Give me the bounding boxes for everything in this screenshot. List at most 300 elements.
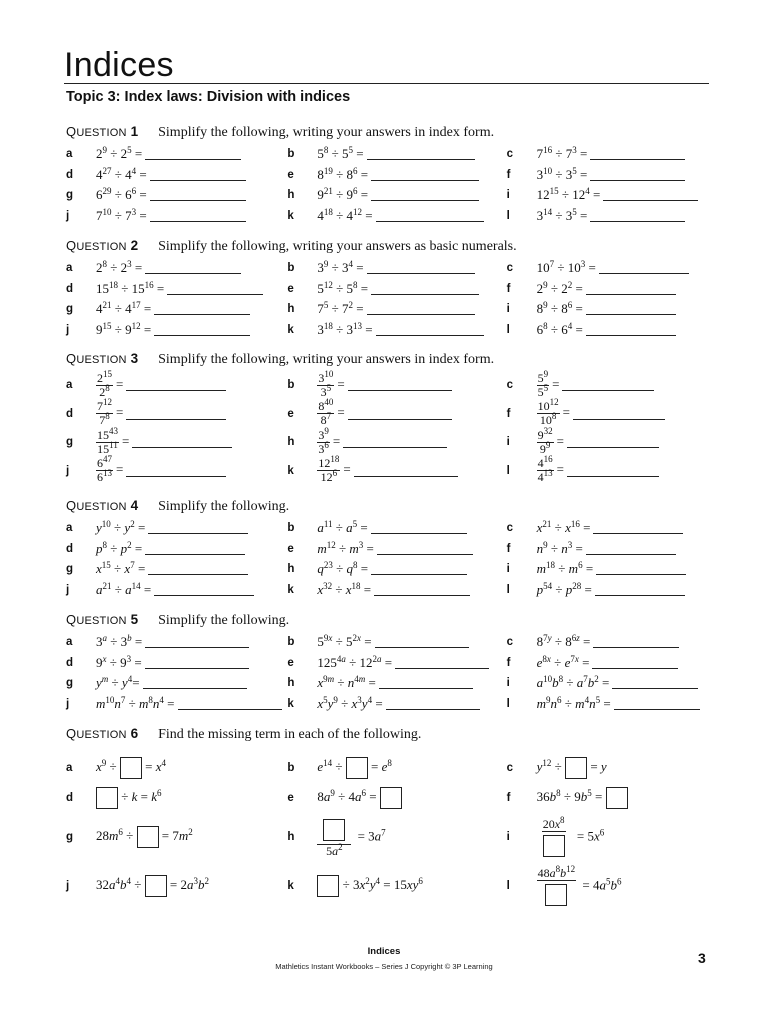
denominator: $7^8$	[99, 411, 110, 428]
denominator: $4^{13}$	[537, 468, 553, 485]
exercise-label: c	[506, 522, 514, 535]
answer-line[interactable]	[154, 303, 250, 315]
answer-box[interactable]	[606, 787, 628, 809]
expression: $m^9n^6 \div m^4n^5$ =	[536, 694, 611, 711]
expression: $p^{54} \div p^{28}$ =	[536, 580, 592, 597]
answer-line[interactable]	[614, 698, 700, 710]
expression: $8^{7y} \div 8^{6z}$ =	[536, 633, 591, 650]
question-header	[66, 351, 716, 371]
exercise-6c	[507, 757, 716, 779]
exercise-4d	[66, 541, 287, 557]
question-row	[66, 206, 716, 227]
exercise-3a	[66, 368, 287, 399]
exercise-label: e	[287, 792, 294, 804]
question-instruction: Simplify the following, writing your answers in index form.	[158, 125, 495, 140]
expression: $12^{15} \div 12^4$ =	[536, 186, 601, 203]
question-row	[66, 185, 716, 206]
answer-line[interactable]	[145, 636, 249, 648]
answer-line[interactable]	[371, 563, 467, 575]
exercise-3d	[66, 397, 287, 428]
page-number: 3	[698, 950, 706, 966]
answer-line[interactable]	[145, 657, 249, 669]
answer-line[interactable]	[567, 465, 659, 477]
exercise-4h	[287, 561, 506, 577]
answer-box[interactable]	[137, 826, 159, 848]
exercise-label: b	[287, 636, 295, 649]
answer-line[interactable]	[143, 677, 247, 689]
exercise-6j	[66, 875, 287, 897]
exercise-3c	[506, 368, 716, 399]
answer-line[interactable]	[367, 148, 475, 160]
exercise-label: a	[66, 522, 73, 535]
answer-line[interactable]	[590, 148, 685, 160]
answer-line[interactable]	[367, 262, 475, 274]
exercise-1i	[507, 187, 716, 203]
denominator: $3^6$	[318, 439, 329, 456]
expression: $3^{14} \div 3^5$ =	[536, 206, 588, 223]
expression: $q^{23} \div q^8$ =	[317, 560, 369, 577]
title-rule	[64, 83, 709, 84]
answer-line[interactable]	[371, 189, 479, 201]
exercise-label: i	[506, 831, 510, 843]
question-row	[66, 368, 716, 400]
question-row	[66, 784, 716, 812]
fraction	[96, 397, 113, 428]
exercise-6g	[66, 826, 287, 848]
answer-line[interactable]	[379, 677, 473, 689]
numerator: $12^{18}$	[318, 454, 340, 471]
exercise-label: l	[506, 697, 510, 710]
exercise-label: a	[66, 379, 73, 392]
exercise-5d	[66, 655, 287, 671]
expression: $5^8 \div 5^5$ =	[317, 145, 364, 162]
answer-line[interactable]	[586, 543, 676, 555]
expression: $32a^4b^4$ ÷ = $2a^3b^2$	[96, 875, 209, 897]
fraction	[96, 425, 119, 456]
answer-line[interactable]	[148, 563, 248, 575]
exercise-label: d	[66, 407, 74, 420]
fraction	[317, 425, 330, 456]
exercise-label: j	[66, 323, 70, 336]
fraction	[537, 863, 577, 906]
exercise-label: k	[287, 464, 294, 477]
exercise-label: k	[287, 697, 294, 710]
expression: $e^{14}$ ÷ = $e^8$	[317, 757, 392, 779]
exercise-label: h	[287, 563, 295, 576]
fraction	[537, 397, 560, 428]
exercise-4c	[507, 520, 716, 536]
exercise-4k	[287, 582, 506, 598]
exercise-2l	[507, 322, 716, 338]
exercise-label: j	[66, 464, 70, 477]
expression: $10^7 \div 10^3$ =	[536, 259, 596, 276]
answer-line[interactable]	[371, 169, 479, 181]
fraction	[537, 425, 554, 456]
question-row	[66, 165, 716, 186]
exercise-label: g	[66, 189, 74, 202]
exercise-2h	[287, 301, 506, 317]
expression: $3^9 \div 3^4$ =	[317, 259, 364, 276]
exercise-2k	[287, 322, 506, 338]
answer-line[interactable]	[371, 522, 467, 534]
answer-line[interactable]	[377, 543, 473, 555]
question-number: 4	[130, 498, 139, 513]
exercise-6h	[287, 817, 506, 858]
answer-box[interactable]	[346, 757, 368, 779]
answer-box[interactable]	[145, 875, 167, 897]
exercise-label: h	[287, 831, 295, 843]
answer-line[interactable]	[126, 379, 226, 391]
fraction	[317, 368, 334, 399]
exercise-label: f	[506, 282, 511, 295]
exercise-3b	[287, 368, 506, 399]
question-row	[66, 144, 716, 165]
exercise-3f	[506, 397, 716, 428]
question-word: QUESTION	[66, 498, 127, 513]
answer-box[interactable]	[565, 757, 587, 779]
answer-line[interactable]	[150, 189, 246, 201]
exercise-2b	[287, 260, 506, 276]
answer-line[interactable]	[148, 522, 248, 534]
exercise-1c	[507, 146, 716, 162]
expression: $x^9$ ÷ = $x^4$	[96, 757, 166, 779]
denominator: $5a^2$	[326, 841, 343, 858]
exercise-1a	[66, 146, 287, 162]
exercise-label: a	[66, 762, 73, 774]
answer-line[interactable]	[348, 379, 452, 391]
denominator: $9^9$	[539, 439, 551, 456]
exercise-4g	[66, 561, 287, 577]
numerator: $10^{12}$	[537, 397, 559, 414]
fraction	[537, 454, 554, 485]
expression: $x^{32} \div x^{18}$ =	[317, 580, 372, 597]
fraction	[537, 368, 550, 399]
question-row	[66, 397, 716, 429]
answer-line[interactable]	[154, 584, 254, 596]
answer-box[interactable]	[380, 787, 402, 809]
exercise-3e	[287, 397, 506, 428]
question-row	[66, 539, 716, 560]
expression: $8^{19} \div 8^6$ =	[317, 165, 369, 182]
question-word: QUESTION	[66, 726, 127, 741]
exercise-label: a	[66, 148, 73, 161]
exercise-2e	[287, 281, 506, 297]
answer-line[interactable]	[395, 657, 489, 669]
expression: $n^9 \div n^3$ =	[536, 539, 583, 556]
answer-box[interactable]	[96, 787, 118, 809]
exercise-label: l	[506, 209, 510, 222]
denominator: $10^8$	[539, 411, 557, 428]
exercise-label: d	[66, 168, 74, 181]
exercise-2j	[66, 322, 287, 338]
exercise-label: h	[287, 677, 295, 690]
answer-line[interactable]	[376, 210, 484, 222]
question-row	[66, 425, 716, 457]
question-row	[66, 752, 716, 784]
question-instruction: Simplify the following.	[158, 613, 290, 628]
answer-box[interactable]	[317, 875, 339, 897]
exercise-2d	[66, 281, 287, 297]
exercise-label: d	[66, 542, 74, 555]
answer-line[interactable]	[126, 408, 226, 420]
answer-line[interactable]	[145, 148, 241, 160]
expression: $x^5y^9 \div x^3y^4$ =	[317, 694, 383, 711]
answer-box[interactable]	[120, 757, 142, 779]
answer-line[interactable]	[595, 584, 685, 596]
expression: $9^{21} \div 9^6$ =	[317, 186, 369, 203]
expression: $48a^8b^{12}$ = $4a^5b^6$	[537, 867, 622, 906]
exercise-label: g	[66, 677, 74, 690]
answer-line[interactable]	[154, 324, 250, 336]
expression: $4^{27} \div 4^4$ =	[96, 165, 147, 182]
exercise-label: b	[287, 262, 295, 275]
exercise-1g	[66, 187, 287, 203]
expression: $m^{18} \div m^6$ =	[536, 560, 594, 577]
question-header	[66, 124, 716, 144]
expression: $3^{18} \div 3^{13}$ =	[317, 320, 373, 337]
expression: $9^x \div 9^3$ =	[96, 653, 142, 670]
exercise-label: e	[287, 407, 294, 420]
numerator: $6^{47}$	[97, 454, 112, 471]
answer-line[interactable]	[150, 169, 246, 181]
answer-box[interactable]	[545, 884, 567, 906]
exercise-3g	[66, 425, 287, 456]
question-row	[66, 320, 716, 341]
exercise-label: i	[506, 189, 510, 202]
expression: $20x^8$ = $5x^6$	[537, 818, 605, 857]
exercise-6d	[66, 787, 287, 809]
exercise-label: a	[66, 262, 73, 275]
question-header	[66, 726, 716, 746]
expression: $3^a \div 3^b$ =	[96, 633, 143, 650]
numerator: $9^{32}$	[537, 425, 553, 442]
footer-title: Indices	[367, 946, 401, 957]
answer-line[interactable]	[167, 283, 263, 295]
answer-line[interactable]	[603, 189, 698, 201]
answer-line[interactable]	[596, 563, 686, 575]
exercise-label: c	[506, 379, 514, 392]
answer-line[interactable]	[612, 677, 698, 689]
expression: $\frac{12^{18}}{12^6}$ =	[318, 454, 351, 485]
answer-line[interactable]	[375, 636, 469, 648]
exercise-label: f	[506, 656, 511, 669]
answer-line[interactable]	[371, 283, 479, 295]
exercise-5k	[287, 696, 506, 712]
expression: $8^9 \div 8^6$ =	[536, 300, 583, 317]
numerator: $7^{12}$	[97, 397, 112, 414]
question-number: 6	[130, 726, 139, 741]
answer-line[interactable]	[567, 436, 659, 448]
numerator: $15^{43}$	[97, 425, 118, 442]
answer-line[interactable]	[343, 436, 447, 448]
exercise-label: g	[66, 563, 74, 576]
exercise-label: e	[287, 542, 294, 555]
answer-line[interactable]	[178, 698, 282, 710]
exercise-label: j	[66, 697, 70, 710]
answer-line[interactable]	[586, 303, 676, 315]
answer-line[interactable]	[145, 262, 241, 274]
question-word: QUESTION	[66, 612, 127, 627]
answer-line[interactable]	[592, 657, 678, 669]
exercise-6a	[66, 757, 287, 779]
exercise-label: b	[287, 379, 295, 392]
answer-line[interactable]	[562, 379, 654, 391]
exercise-5i	[507, 675, 716, 691]
question-row	[66, 653, 716, 674]
exercise-label: c	[506, 262, 514, 275]
question-row	[66, 279, 716, 300]
exercise-1l	[507, 208, 716, 224]
exercise-label: c	[506, 636, 514, 649]
exercise-label: i	[506, 677, 510, 690]
fraction	[537, 814, 571, 857]
exercise-1h	[287, 187, 506, 203]
exercise-label: l	[506, 464, 510, 477]
exercise-label: i	[506, 436, 510, 449]
expression: $125^{4a} \div 12^{2a}$ =	[317, 653, 393, 670]
denominator: $3^5$	[320, 382, 332, 399]
expression: $7^5 \div 7^2$ =	[317, 300, 364, 317]
exercise-label: e	[287, 656, 294, 669]
question-instruction: Find the missing term in each of the following.	[158, 727, 422, 742]
expression: $36b^8 \div 9b^5$ =	[537, 787, 628, 809]
expression: $3^{10} \div 3^5$ =	[536, 165, 588, 182]
exercise-label: e	[287, 168, 294, 181]
expression: ÷ $k = k^6$	[96, 787, 162, 809]
expression: $\frac{4^{16}}{4^{13}}$ =	[537, 454, 564, 485]
answer-line[interactable]	[593, 636, 679, 648]
numerator: $48a^8b^{12}$	[537, 863, 576, 880]
answer-line[interactable]	[376, 324, 484, 336]
exercise-4b	[287, 520, 506, 536]
numerator: $2^{15}$	[97, 368, 112, 385]
denominator: $6^{13}$	[97, 468, 112, 485]
page-title: Indices	[64, 46, 174, 84]
exercise-1f	[507, 167, 716, 183]
numerator: $20x^8$	[542, 814, 565, 831]
expression: $9^{15} \div 9^{12}$ =	[96, 320, 152, 337]
question-5	[66, 612, 716, 714]
expression: $5^{12} \div 5^8$ =	[317, 279, 369, 296]
exercise-3l	[506, 454, 716, 485]
expression: $m^{12} \div m^3$ =	[317, 539, 374, 556]
expression: $x^{15} \div x^7$ =	[96, 560, 146, 577]
expression: $\frac{15^{43}}{15^{11}}$ =	[97, 425, 130, 456]
answer-line[interactable]	[132, 436, 232, 448]
answer-line[interactable]	[593, 522, 683, 534]
exercise-5g	[66, 675, 287, 691]
exercise-1b	[287, 146, 506, 162]
exercise-2f	[507, 281, 716, 297]
answer-line[interactable]	[367, 303, 475, 315]
question-row	[66, 632, 716, 653]
answer-line[interactable]	[586, 324, 676, 336]
footer-copyright: Mathletics Instant Workbooks – Series J Copyright © 3P Learning	[275, 962, 493, 971]
exercise-3j	[66, 454, 287, 485]
question-3	[66, 351, 716, 485]
expression: $7^{16} \div 7^3$ =	[536, 145, 588, 162]
topic-subtitle: Topic 3: Index laws: Division with indices	[66, 89, 351, 105]
question-row	[66, 694, 716, 715]
exercise-5c	[507, 634, 716, 650]
answer-box[interactable]	[543, 835, 565, 857]
expression: $\frac{10^{12}}{10^8}$ =	[537, 397, 570, 428]
question-word: QUESTION	[66, 351, 127, 366]
exercise-label: a	[66, 636, 73, 649]
answer-line[interactable]	[374, 584, 470, 596]
expression: $28m^6$ ÷ = $7m^2$	[96, 826, 193, 848]
expression: $a^{10}b^8 \div a^7b^2$ =	[536, 674, 610, 691]
expression: $x^{9m} \div n^{4m}$ =	[317, 674, 376, 691]
expression: $7^{10} \div 7^3$ =	[96, 206, 147, 223]
question-header	[66, 498, 716, 518]
question-header	[66, 238, 716, 258]
answer-line[interactable]	[599, 262, 689, 274]
exercise-4a	[66, 520, 287, 536]
answer-line[interactable]	[590, 210, 685, 222]
expression: $m^{10}n^7 \div m^8n^4$ =	[96, 694, 175, 711]
exercise-5l	[507, 696, 716, 712]
exercise-label: i	[506, 303, 510, 316]
question-instruction: Simplify the following, writing your answers as basic numerals.	[158, 239, 517, 254]
answer-line[interactable]	[386, 698, 480, 710]
exercise-5e	[287, 655, 506, 671]
exercise-6l	[506, 863, 716, 906]
answer-line[interactable]	[354, 465, 458, 477]
exercise-label: k	[287, 209, 294, 222]
exercise-label: e	[287, 282, 294, 295]
exercise-label: g	[66, 303, 74, 316]
numerator: $4^{16}$	[537, 454, 553, 471]
answer-box[interactable]	[323, 819, 345, 841]
expression: $4^{21} \div 4^{17}$ =	[96, 300, 152, 317]
question-number: 5	[130, 612, 139, 627]
denominator: $8^7$	[320, 411, 332, 428]
question-number: 2	[130, 238, 139, 253]
answer-line[interactable]	[348, 408, 452, 420]
exercise-label: k	[287, 323, 294, 336]
exercise-label: l	[506, 583, 510, 596]
denominator: $2^8$	[99, 382, 110, 399]
exercise-4i	[507, 561, 716, 577]
answer-line[interactable]	[590, 169, 685, 181]
exercise-3h	[287, 425, 506, 456]
exercise-label: l	[506, 880, 510, 892]
question-row	[66, 454, 716, 486]
exercise-5f	[507, 655, 716, 671]
exercise-label: g	[66, 436, 74, 449]
expression: $6^{29} \div 6^6$ =	[96, 186, 147, 203]
exercise-3i	[506, 425, 716, 456]
answer-line[interactable]	[573, 408, 665, 420]
question-1	[66, 124, 716, 226]
exercise-6b	[287, 757, 506, 779]
expression: $2^8 \div 2^3$ =	[96, 259, 143, 276]
answer-line[interactable]	[126, 465, 226, 477]
exercise-6i	[506, 814, 716, 857]
answer-line[interactable]	[586, 283, 676, 295]
question-word: QUESTION	[66, 124, 127, 139]
answer-line[interactable]	[145, 543, 245, 555]
answer-line[interactable]	[150, 210, 246, 222]
exercise-4e	[287, 541, 506, 557]
exercise-label: d	[66, 792, 74, 804]
exercise-2a	[66, 260, 287, 276]
numerator: $8^{40}$	[318, 397, 334, 414]
question-row	[66, 862, 716, 910]
exercise-5b	[287, 634, 506, 650]
exercise-5h	[287, 675, 506, 691]
